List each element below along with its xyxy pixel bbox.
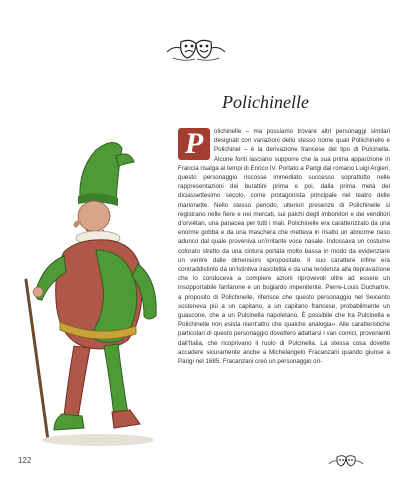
article-body [178, 127, 390, 452]
article-text: olichinelle – ma possiamo trovare altri personaggi similari designati con variazioni dello stesso nome quali Pollichinello e Polichinel – è la derivazione francese del tipo di Pulcinella. Alcune fonti lasciano supporre che la sua prima apparizione in Francia risalga ai tempi di Enrico IV. Portato a Parigi dal romano Luigi Argieri, questo personaggio riscosse immediato successo soprattutto nelle rappresentazioni dei burattini prima e poi, dalla prima metà del diciassettesimo secolo, come protagonista principale nel teatro delle marionette. Nello stesso periodo, ulteriori presenze di Polichinelle si registrano nelle fiere e nei mercati, sui palchi degli imbonitori e dei venditori d'orviétan, una panacea per tutti i mali. Polichinelle era caratterizzato da una enorme gobba e da una maschera che metteva in risalto un abnorme naso adunco dal quale proveniva un'irritante voce nasale. Indossava un costume colorato stretto da una cintura portata molto bassa in modo da evidenziare un ventre dalle dimensioni spropositate. Il suo carattere infine era contraddistinto da un'istintiva irascibilità e da una tendenza alla depravazione che lo conduceva a compiere azioni riprovevoli oltre ad essere un insopportabile fanfarone e un bugiardo impenitente. Pierre-Louis Duchartre, a proposito di Polichinelle, riferisce che questo personaggio nel Seicento sosteneva più a un capitano, a un capitano francese, probabilmente un guascone, che a un Pulcinella napoletano. È possibile che tra Pulcinella e Polichinelle non esista nient'altro che qualche analogia». Alle caratteristiche particolari di questo personaggio dovettero adattarsi i van comici, provenienti dall'Italia, che ricoprivano il ruolo di Pulcinella. La stessa cosa dovette accadere sicuramente anche a Michelangelo Fracanzani quando giunse a Parigi nel 1685. Fracanzani creò un personaggio ori- [178, 128, 390, 366]
theatre-masks-ornament-bottom [328, 452, 364, 470]
page-title: Polichinelle [222, 92, 309, 112]
page-number: 122 [18, 456, 32, 465]
polichinelle-illustration [18, 140, 168, 452]
theatre-masks-ornament-top [165, 34, 227, 64]
drop-cap: P [178, 128, 210, 160]
